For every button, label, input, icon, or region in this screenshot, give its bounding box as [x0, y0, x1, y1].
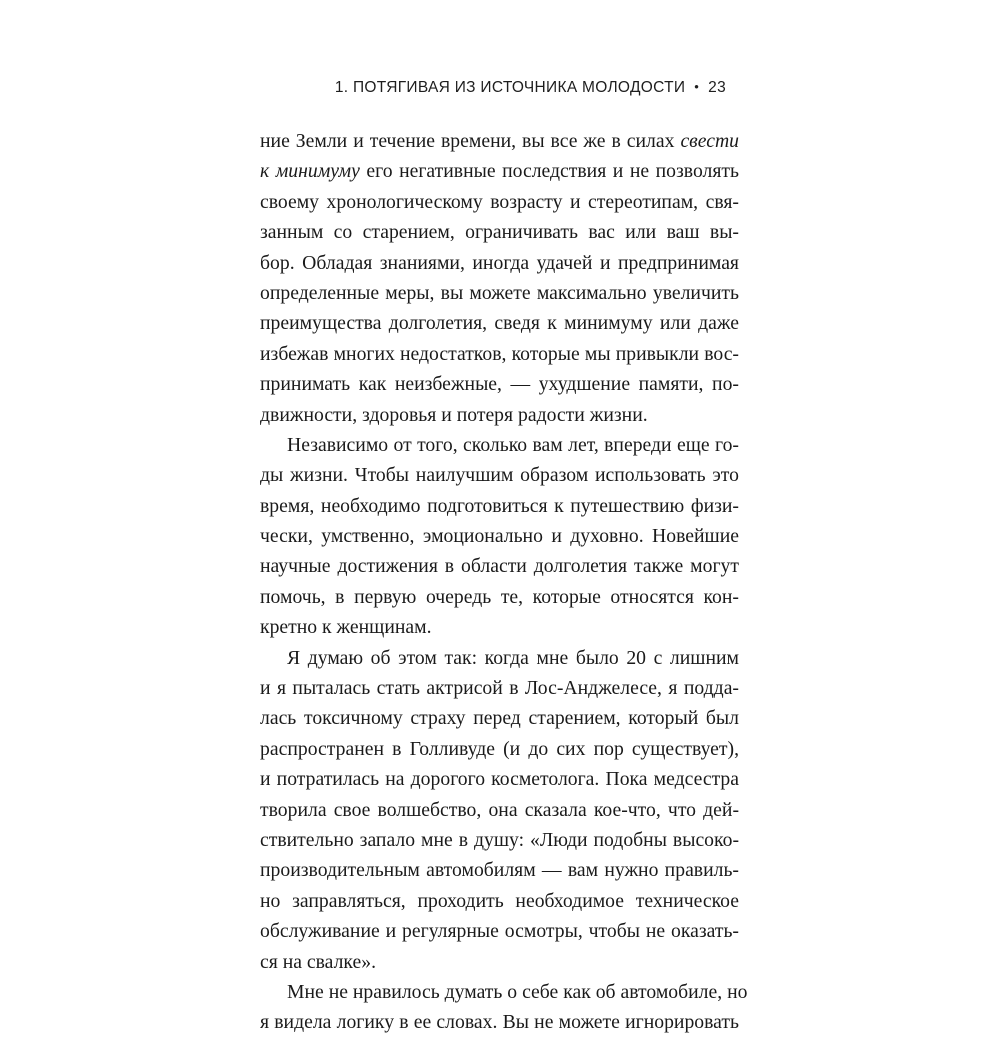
text-line: научные достижения в области долголетия также могут: [260, 555, 739, 578]
text-line: преимущества долголетия, сведя к минимуму или даже: [260, 312, 739, 335]
text-line: я видела логику в ее словах. Вы не можете игнорировать: [260, 1011, 739, 1034]
paragraph: [260, 977, 748, 1038]
text-line: принимать как неизбежные, — ухудшение памяти, по-: [260, 373, 739, 396]
text-line: производительным автомобилям — вам нужно правиль-: [260, 859, 739, 882]
text-line: ды жизни. Чтобы наилучшим образом использовать это: [260, 464, 739, 487]
text-line: Мне не нравилось думать о себе как об автомобиле, но: [287, 980, 748, 1003]
chapter-title: 1. ПОТЯГИВАЯ ИЗ ИСТОЧНИКА МОЛОДОСТИ: [334, 79, 686, 96]
text-line: ние Земли и течение времени, вы все же в силах свести: [260, 130, 739, 152]
text-line: определенные меры, вы можете максимально увеличить: [260, 281, 739, 304]
text-line: распространен в Голливуде (и до сих пор существует),: [260, 737, 739, 760]
italic-emphasis: свести: [680, 130, 739, 152]
text-line: время, необходимо подготовиться к путешествию физи-: [260, 494, 739, 517]
text-line: занным со старением, ограничивать вас или ваш вы-: [260, 221, 739, 244]
text-line: творила свое волшебство, она сказала кое-что, что дей-: [260, 798, 739, 821]
text-line: бор. Обладая знаниями, иногда удачей и предпринимая: [260, 251, 739, 274]
body-text: [260, 126, 748, 1038]
text-line: но заправляться, проходить необходимое техническое: [260, 889, 739, 912]
text-line: и потратилась на дорогого косметолога. Пока медсестра: [260, 768, 739, 791]
page-number: 23: [708, 79, 726, 96]
paragraph: [260, 643, 739, 977]
text-line: ся на свалке».: [260, 950, 377, 973]
text-line: Я думаю об этом так: когда мне было 20 с лишним: [287, 646, 739, 669]
text-line: своему хронологическому возрасту и стереотипам, свя-: [260, 190, 739, 213]
text-line: ствительно запало мне в душу: «Люди подобны высоко-: [260, 828, 739, 851]
text-line: обслуживание и регулярные осмотры, чтобы не оказать-: [260, 920, 739, 943]
text-line: Независимо от того, сколько вам лет, впереди еще го-: [287, 433, 739, 456]
paragraph: [260, 126, 739, 430]
text-line: к минимуму его негативные последствия и не позволять: [260, 160, 740, 183]
running-header: [335, 73, 726, 103]
italic-emphasis: к минимуму: [260, 160, 360, 183]
text-line: движности, здоровья и потеря радости жизни.: [260, 403, 648, 426]
text-line: помочь, в первую очередь те, которые относятся кон-: [260, 585, 739, 608]
text-line: лась токсичному страху перед старением, который был: [260, 707, 739, 730]
text-line: и я пыталась стать актрисой в Лос-Анджелесе, я подда-: [260, 677, 739, 700]
text-line: кретно к женщинам.: [260, 616, 432, 639]
header-separator: •: [694, 79, 700, 94]
text-line: избежав многих недостатков, которые мы привыкли вос-: [260, 342, 739, 365]
paragraph: [260, 430, 739, 643]
text-line: чески, умственно, эмоционально и духовно. Новейшие: [260, 525, 739, 548]
